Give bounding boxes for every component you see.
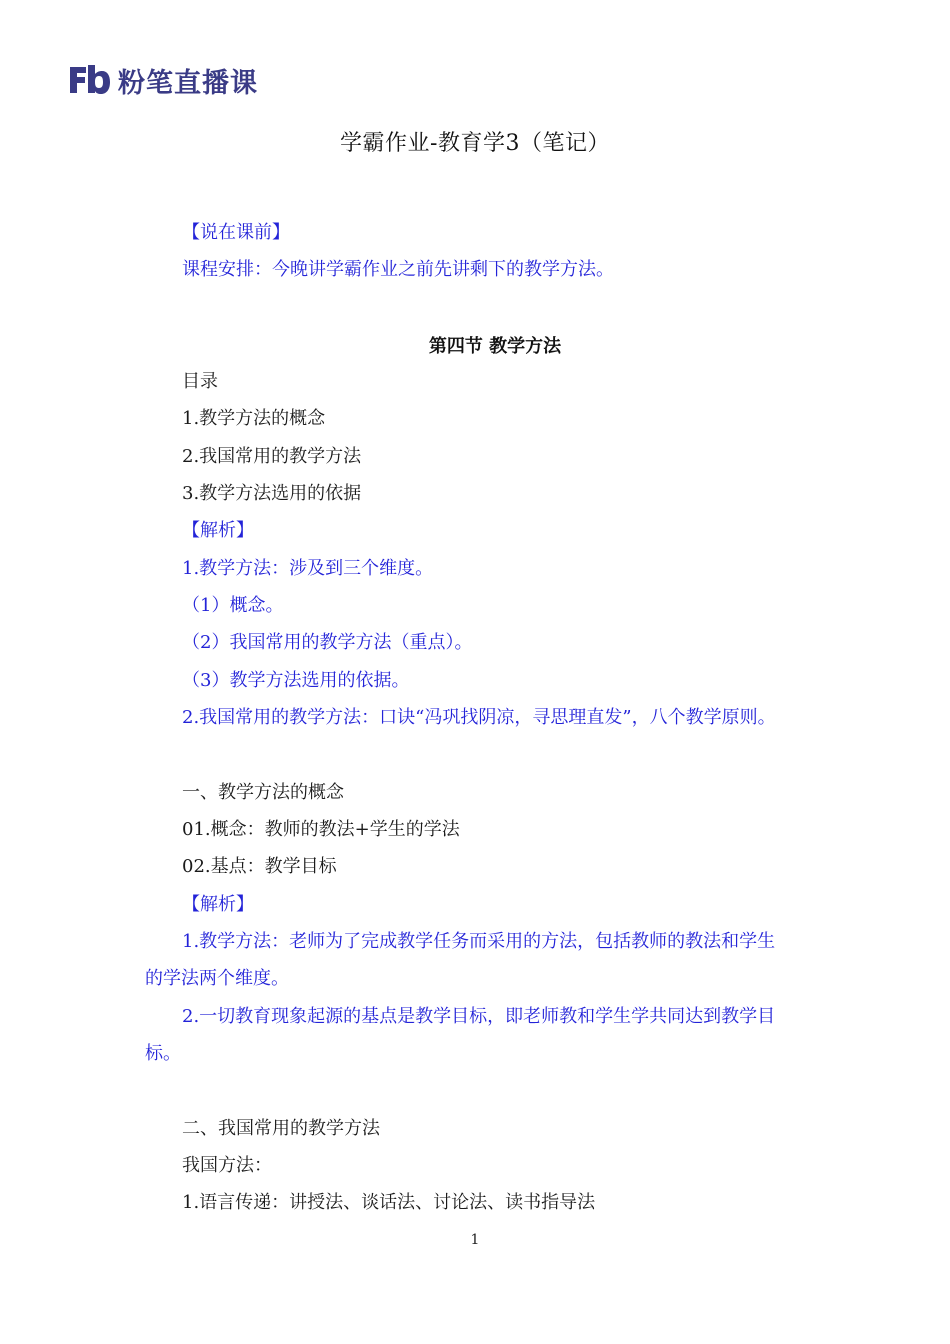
part2-label: 我国方法： <box>182 1155 272 1176</box>
part2-heading: 二、我国常用的教学方法 <box>182 1118 380 1139</box>
page-number: 1 <box>470 1232 480 1248</box>
analysis-paragraph-line: 1.教学方法：老师为了完成教学任务而采用的方法，包括教师的教法和学生 <box>182 931 776 952</box>
toc-item: 1.教学方法的概念 <box>182 408 326 429</box>
part2-item: 1.语言传递：讲授法、谈话法、讨论法、读书指导法 <box>182 1192 596 1213</box>
course-schedule: 课程安排：今晚讲学霸作业之前先讲剩下的教学方法。 <box>182 259 614 280</box>
document-title: 学霸作业-教育学3（笔记） <box>340 131 610 156</box>
analysis-heading: 【解析】 <box>182 894 254 915</box>
analysis-line: 1.教学方法：涉及到三个维度。 <box>182 558 434 579</box>
analysis-paragraph-line: 2.一切教育现象起源的基点是教学目标，即老师教和学生学共同达到教学目 <box>182 1006 776 1027</box>
fb-logo-icon <box>68 63 110 97</box>
analysis-heading: 【解析】 <box>182 520 254 541</box>
part1-item: 01.概念：教师的教法+学生的学法 <box>182 819 460 840</box>
analysis-line: 2.我国常用的教学方法：口诀“冯巩找阴凉，寻思理直发”，八个教学原则。 <box>182 707 776 728</box>
analysis-line: （1）概念。 <box>182 595 284 616</box>
toc-item: 2.我国常用的教学方法 <box>182 446 362 467</box>
analysis-paragraph-line: 的学法两个维度。 <box>145 968 289 989</box>
section-heading: 第四节 教学方法 <box>428 336 562 357</box>
part1-heading: 一、教学方法的概念 <box>182 782 344 803</box>
analysis-paragraph-line: 标。 <box>145 1043 181 1064</box>
brand-name: 粉笔直播课 <box>118 67 258 99</box>
toc-label: 目录 <box>182 371 218 392</box>
analysis-line: （2）我国常用的教学方法（重点）。 <box>182 632 473 653</box>
toc-item: 3.教学方法选用的依据 <box>182 483 362 504</box>
intro-heading: 【说在课前】 <box>182 222 290 243</box>
part1-item: 02.基点：教学目标 <box>182 856 337 877</box>
analysis-line: （3）教学方法选用的依据。 <box>182 670 410 691</box>
brand-logo <box>68 60 258 100</box>
